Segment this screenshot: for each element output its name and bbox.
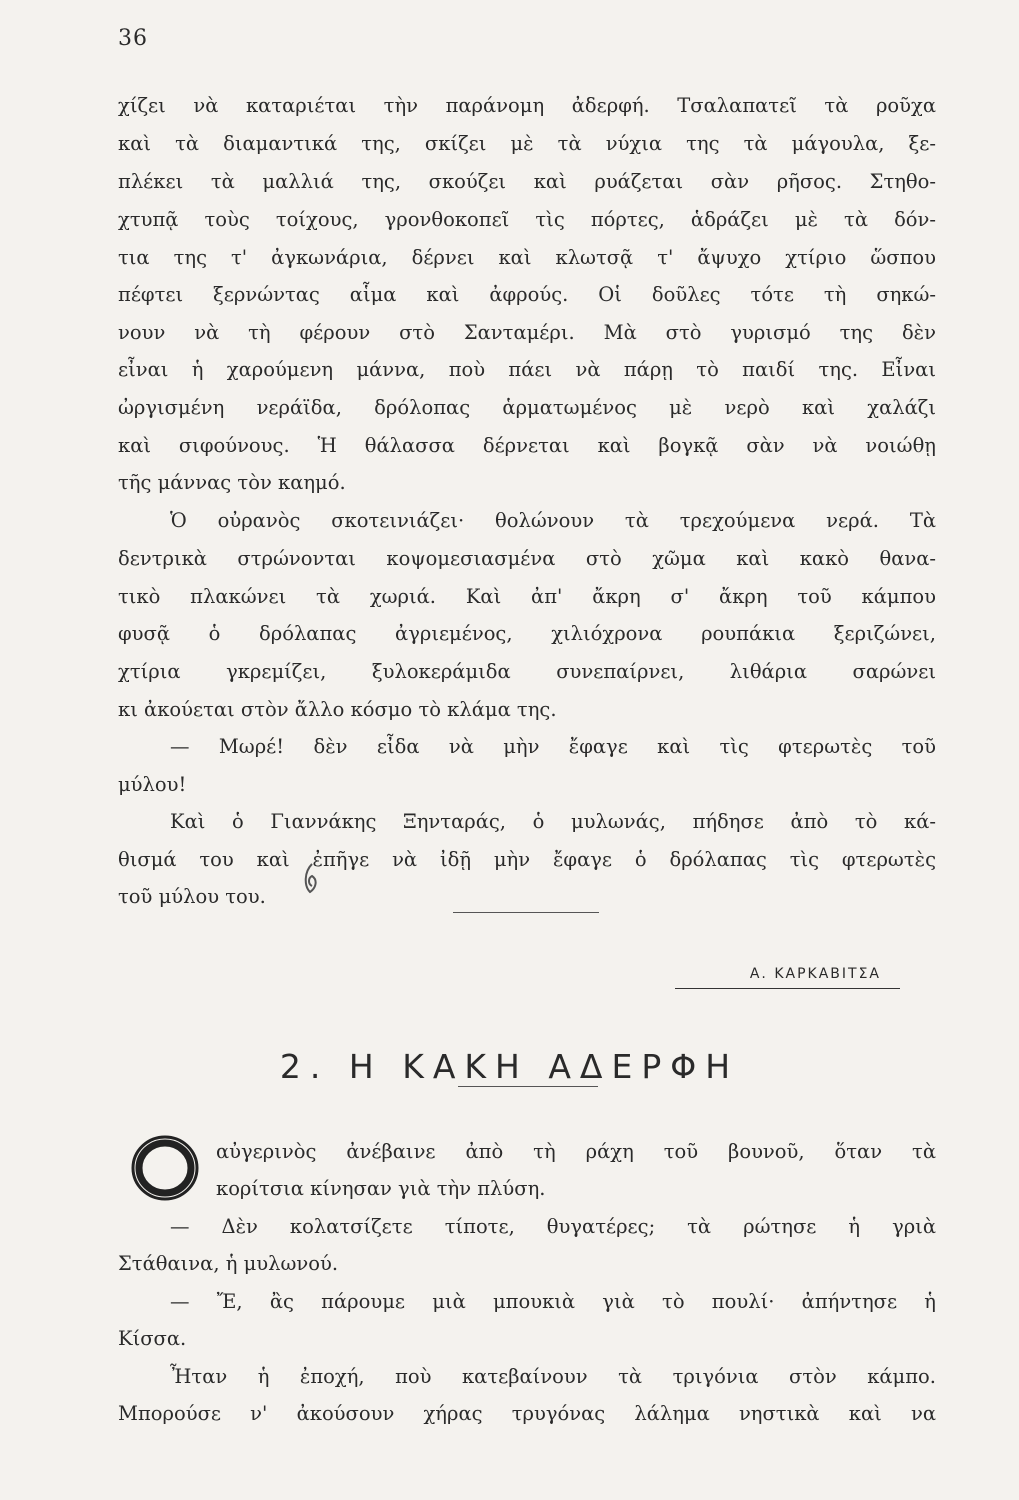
text-line: χτυπᾷ τοὺς τοίχους, γρονθοκοπεῖ τὶς πόρτες, ἁδράζει μὲ τὰ δόν- (118, 208, 936, 231)
page-number: 36 (118, 26, 148, 51)
text-line: καὶ τὰ διαμαντικά της, σκίζει μὲ τὰ νύχια της τὰ μάγουλα, ξε- (118, 132, 936, 155)
text-line: Καὶ ὁ Γιαννάκης Ξηνταράς, ὁ μυλωνάς, πήδησε ἀπὸ τὸ κά- (170, 810, 936, 833)
text-line: Ἦταν ἡ ἐποχή, ποὺ κατεβαίνουν τὰ τριγόνια στὸν κάμπο. (170, 1365, 936, 1388)
title-divider (458, 1086, 598, 1087)
text-line: αὐγερινὸς ἀνέβαινε ἀπὸ τὴ ράχη τοῦ βουνοῦ, ὅταν τὰ (216, 1140, 936, 1163)
text-line: καὶ σιφούνους. Ἡ θάλασσα δέρνεται καὶ βογκᾷ σὰν νὰ νοιώθῃ (118, 434, 936, 457)
text-line: — Δὲν κολατσίζετε τίποτε, θυγατέρες; τὰ ρώτησε ἡ γριὰ (170, 1215, 936, 1238)
text-line: τῆς μάννας τὸν καημό. (118, 471, 346, 494)
author-signature: Α. ΚΑΡΚΑΒΙΤΣΑ (749, 966, 881, 982)
text-line: δεντρικὰ στρώνονται κοψομεσιασμένα στὸ χῶμα καὶ κακὸ θανα- (118, 547, 936, 570)
text-line: ὠργισμένη νεράϊδα, δρόλοπας ἁρματωμένος μὲ νερὸ καὶ χαλάζι (118, 396, 936, 419)
text-line: νουν νὰ τὴ φέρουν στὸ Σανταμέρι. Μὰ στὸ γυρισμό της δὲν (118, 321, 936, 344)
pen-mark-icon (300, 862, 322, 904)
text-line: μύλου! (118, 773, 187, 796)
text-line: — Ἔ, ἂς πάρουμε μιὰ μπουκιὰ γιὰ τὸ πουλί· ἀπήντησε ἡ (170, 1290, 936, 1313)
text-line: φυσᾷ ὁ δρόλαπας ἀγριεμένος, χιλιόχρονα ρουπάκια ξεριζώνει, (118, 622, 936, 645)
text-line: — Μωρέ! δὲν εἶδα νὰ μὴν ἔφαγε καὶ τὶς φτερωτὲς τοῦ (170, 735, 936, 758)
text-line: θισμά του καὶ ἐπῆγε νὰ ἰδῇ μὴν ἔφαγε ὁ δρόλαπας τὶς φτερωτὲς (118, 848, 936, 871)
text-line: Ὁ οὐρανὸς σκοτεινιάζει· θολώνουν τὰ τρεχούμενα νερά. Τὰ (170, 509, 936, 532)
author-underline (675, 988, 900, 989)
text-line: τοῦ μύλου του. (118, 885, 266, 908)
text-line: κορίτσια κίνησαν γιὰ τὴν πλύση. (216, 1177, 546, 1200)
text-line: τικὸ πλακώνει τὰ χωριά. Καὶ ἀπ' ἄκρη σ' ἄκρη τοῦ κάμπου (118, 585, 936, 608)
text-line: κι ἀκούεται στὸν ἄλλο κόσμο τὸ κλάμα της. (118, 698, 557, 721)
text-line: πλέκει τὰ μαλλιά της, σκούζει καὶ ρυάζεται σὰν ρῆσος. Στηθο- (118, 170, 936, 193)
text-line: Μπορούσε ν' ἀκούσουν χήρας τρυγόνας λάλημα νηστικὰ καὶ να (118, 1402, 936, 1425)
text-line: εἶναι ἡ χαρούμενη μάννα, ποὺ πάει νὰ πάρῃ τὸ παιδί της. Εἶναι (118, 358, 936, 381)
text-line: πέφτει ξερνώντας αἷμα καὶ ἀφρούς. Οἱ δοῦλες τότε τὴ σηκώ- (118, 283, 936, 306)
dropcap-initial (130, 1133, 200, 1203)
text-line: χτίρια γκρεμίζει, ξυλοκεράμιδα συνεπαίρνει, λιθάρια σαρώνει (118, 660, 936, 683)
text-line: τια της τ' ἀγκωνάρια, δέρνει καὶ κλωτσᾷ τ' ἄψυχο χτίριο ὥσπου (118, 246, 936, 269)
text-line: χίζει νὰ καταριέται τὴν παράνομη ἀδερφή. Τσαλαπατεῖ τὰ ροῦχα (118, 94, 936, 117)
text-line: Κίσσα. (118, 1327, 187, 1350)
text-line: Στάθαινα, ἡ μυλωνού. (118, 1252, 339, 1275)
chapter-title: 2. Η ΚΑΚΗ ΑΔΕΡΦΗ (279, 1047, 740, 1087)
section-divider (453, 912, 599, 913)
